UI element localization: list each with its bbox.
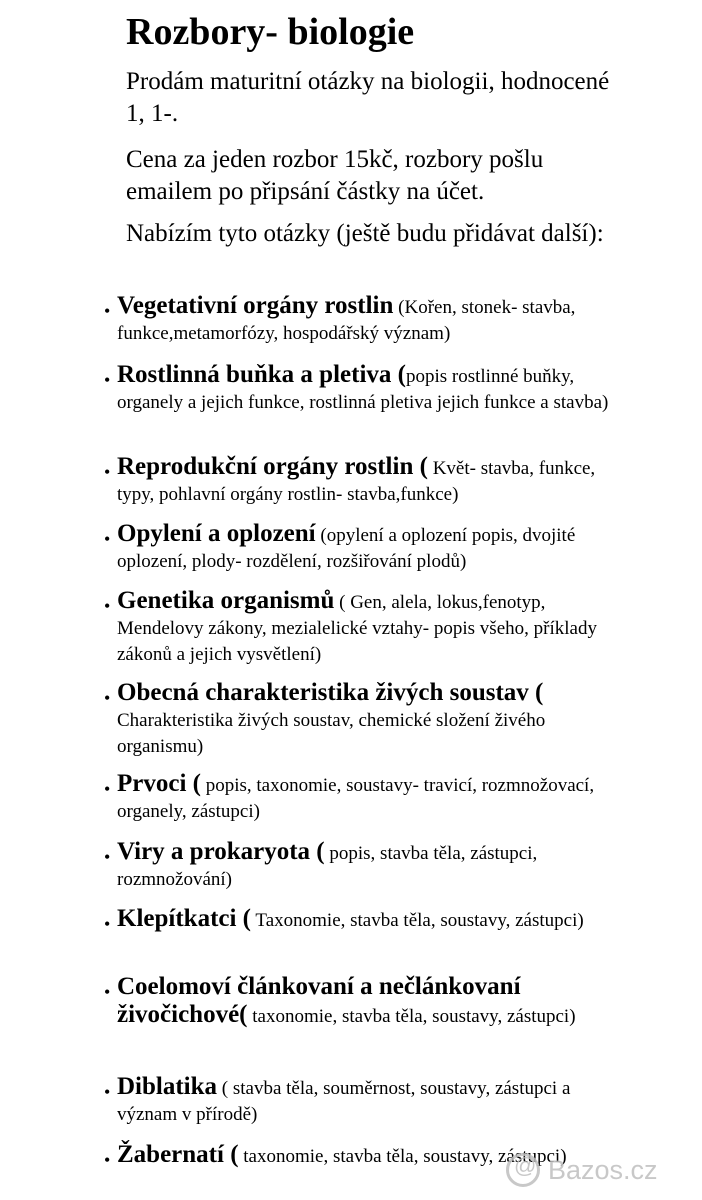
item-description: Květ- stavba, funkce, typy, pohlavní orgány rostlin- stavba,funkce) — [117, 458, 596, 505]
item-description: popis rostlinné buňky, organely a jejich funkce, rostlinná pletiva jejich funkce a stavba) — [117, 366, 609, 413]
item-title: Žabernatí ( — [117, 1141, 239, 1168]
intro-paragraph: Prodám maturitní otázky na biologii, hodnocené 1, 1-. — [126, 68, 610, 127]
list-item — [104, 680, 624, 760]
item-title: Rostlinná buňka a pletiva ( — [117, 361, 406, 388]
item-title: Coelomoví článkovaní a nečlánkovaní živočichové( — [117, 973, 521, 1028]
watermark-text: Bazos.cz — [548, 1154, 658, 1185]
page-title: Rozbory- biologie — [126, 11, 415, 53]
item-title: Reprodukční orgány rostlin ( — [117, 453, 428, 480]
bullet-icon: • — [104, 688, 111, 708]
bullet-icon: • — [104, 462, 111, 482]
bullet-icon: • — [104, 847, 111, 867]
bullet-icon: • — [104, 1082, 111, 1102]
bazos-watermark — [506, 1150, 658, 1190]
item-title: Vegetativní orgány rostlin — [117, 292, 394, 319]
list-item — [104, 771, 624, 825]
list-item — [104, 362, 624, 416]
bullet-icon: • — [104, 529, 111, 549]
item-description: popis, taxonomie, soustavy- travicí, rozmnožovací, organely, zástupci) — [117, 775, 595, 822]
list-item — [104, 521, 624, 575]
list-item — [104, 1074, 624, 1128]
bullet-icon: • — [104, 779, 111, 799]
item-title: Obecná charakteristika živých soustav ( — [117, 679, 544, 706]
item-description: (opylení a oplození popis, dvojité oplození, plody- rozdělení, rozšiřování plodů) — [117, 525, 576, 572]
list-item — [104, 293, 624, 347]
item-description: (Kořen, stonek- stavba, funkce,metamorfózy, hospodářský význam) — [117, 297, 576, 344]
bullet-icon: • — [104, 982, 111, 1002]
list-item — [104, 974, 624, 1030]
item-title: Opylení a oplození — [117, 520, 316, 547]
bullet-icon: • — [104, 370, 111, 390]
item-title: Prvoci ( — [117, 770, 201, 797]
item-description: ( Gen, alela, lokus,fenotyp, Mendelovy zákony, mezialelické vztahy- popis všeho, příklady zákonů a jejich vysvětlení) — [117, 592, 597, 665]
item-description: Charakteristika živých soustav, chemické složení živého organismu) — [117, 710, 546, 757]
item-description: taxonomie, stavba těla, soustavy, zástupci) — [247, 1006, 576, 1027]
item-description: taxonomie, stavba těla, soustavy, zástupci) — [238, 1146, 567, 1167]
list-item — [104, 839, 624, 893]
item-description: popis, stavba těla, zástupci, rozmnožování) — [117, 843, 538, 890]
list-item — [104, 588, 624, 668]
intro-paragraph: Cena za jeden rozbor 15kč, rozbory pošlu emailem po připsání částky na účet. — [126, 146, 544, 205]
bullet-icon: • — [104, 596, 111, 616]
list-item — [104, 454, 624, 508]
item-title: Genetika organismů — [117, 587, 335, 614]
bazos-logo-icon — [506, 1153, 540, 1187]
bullet-icon: • — [104, 914, 111, 934]
item-title: Klepítkatci ( — [117, 905, 252, 932]
intro-paragraph: Nabízím tyto otázky (ještě budu přidávat další): — [126, 220, 604, 247]
bullet-icon: • — [104, 301, 111, 321]
list-item — [104, 906, 624, 934]
item-description: ( stavba těla, souměrnost, soustavy, zástupci a význam v přírodě) — [117, 1078, 571, 1125]
item-title: Viry a prokaryota ( — [117, 838, 325, 865]
item-title: Diblatika — [117, 1073, 218, 1100]
item-description: Taxonomie, stavba těla, soustavy, zástupci) — [251, 910, 584, 931]
bullet-icon: • — [104, 1150, 111, 1170]
